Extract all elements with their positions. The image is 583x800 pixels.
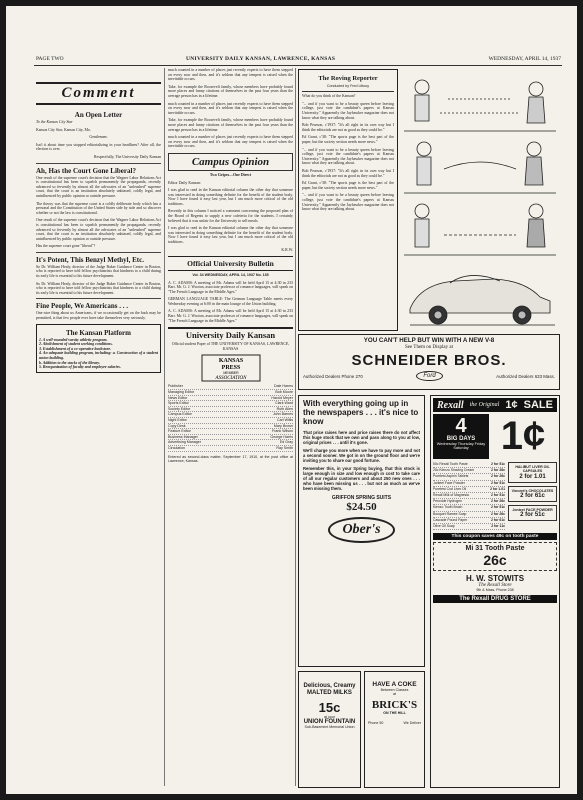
rexall-item-price: 2 for 51c [491, 462, 505, 466]
halibut-title: HALIBUT LIVER OIL CAPSULES [515, 465, 550, 474]
chocolates-price: 2 for 61c [520, 492, 545, 499]
rexall-item-name: Cascade Pound Paper [433, 517, 468, 522]
masthead: UNIVERSITY DAILY KANSAN, LAWRENCE, KANSAS [186, 56, 336, 62]
roving-reporter-box [298, 69, 398, 331]
staff-person: Clark Ward [275, 401, 293, 406]
obers-body: That price raises here and price raises there do not affect this huge stock that we own and pass along to you at low, original prices . . . until it's gone. [303, 430, 420, 445]
mi31-price: 26c [483, 552, 507, 569]
issue-date: WEDNESDAY, APRIL 14, 1937 [488, 56, 561, 62]
rexall-days-word: BIG DAYS [446, 436, 476, 442]
roving-body-7: "... and if you want to be a beauty queen before leaving college, just vote the candidate's papers at Kansas University." Apparently the Jayhawker magazine does not know what they are talking about. [302, 193, 394, 212]
roving-body-6: Ed Grant, c'38: "The sports page is the best part of the paper, but the society section needs more news." [302, 181, 394, 190]
press-association-logo [168, 354, 293, 382]
staff-person: Harold Meyer [271, 395, 293, 400]
newspaper-page [6, 6, 577, 794]
rexall-item-list [433, 462, 505, 530]
rexall-item-price: 2 for 26c [491, 511, 505, 516]
staff-role: Managing Editor [168, 390, 195, 395]
staff-person: Frank Wilson [272, 429, 293, 434]
rexall-slogan: the Original [469, 402, 500, 408]
staff-list [168, 384, 293, 451]
cartoon-illustration [400, 69, 560, 331]
staff-role: Advertising Manager [168, 440, 201, 445]
campus-to: Editor Daily Kansan: [168, 180, 202, 185]
platform-list [39, 338, 158, 370]
obers-body-2: We'll charge you more when we have to pay more and not a second sooner. We got in on the ground floor and we're inviting you to share our good fortune. [303, 448, 420, 463]
bulletin-body: A. C. ADAMS: A meeting of Mr. Adams will be held April 15 at 4:30 in 233 Bart. Mr. G. J. Wooton, associate professor of romance languages, will speak on "The French Language in the Middle Ages." [168, 280, 293, 294]
staff-role: Society Editor [168, 406, 191, 411]
rexall-item-name: Klenzo Tooth Brush [433, 505, 463, 510]
coke-deliver: We Deliver [403, 720, 421, 725]
open-letter-heading: An Open Letter [74, 111, 123, 119]
fine-heading: Fine People, We Americans . . . [36, 302, 129, 311]
bulletin-body-2: GERMAN LANGUAGE TABLE: The German Language Table meets every Wednesday evening at 6:00 in the main lounge of the Union building. [168, 297, 293, 306]
staff-role: Feature Editor [168, 429, 191, 434]
court-body-3: One result of the supreme court's decision that the Wagner Labor Relations Act is constitutional has been to squelch permanently the propaganda, recently advanced so fervently by almost all the advocates of an "unleashed" supreme court, that the court is an institution absolutely unbiased, coldly legal, and uninfluenced by public opinion or outside pressure. [36, 218, 161, 241]
coke-sub: Between Classes [380, 688, 409, 692]
rexall-coupon: This coupon saves 49c on tooth paste [433, 533, 557, 540]
schneider-line2: See Them on Display at [405, 345, 453, 350]
roving-body-4: "... and if you want to be a beauty queen before leaving college, just vote the candidate's papers at Kansas University." Apparently the Jayhawker magazine does not know what they are talking about. [302, 147, 394, 166]
staff-person: Dale Harms [274, 384, 293, 389]
press-bot: ASSOCIATION [215, 376, 246, 382]
staff-person: Mary Brown [273, 423, 293, 428]
campus-opinion-title: Campus Opinion [191, 155, 270, 168]
rexall-sale-num: 1¢ [505, 399, 518, 411]
union-sub: Sub-Basement Memorial Union [304, 725, 355, 730]
rexall-item-price: 2 for 1.01 [490, 486, 505, 491]
rexall-item-price: 2 for 26c [491, 468, 505, 473]
schneider-ad [298, 334, 560, 390]
comment-column [36, 68, 161, 786]
obers-body-3: Remember this, in your Spring buying, that this stock is large enough in size and low enough in cost to take care of all our regular customers and about 250 new ones . . . who have been missing us . . . but not as much as we've been missing them. [303, 466, 420, 491]
schneider-line1: YOU CAN'T HELP BUT WIN WITH A NEW V-8 [363, 337, 495, 344]
rexall-item-price: 2 for 11c [491, 524, 505, 529]
store-address: 9th & Mass. Phone 238 [476, 588, 514, 593]
roving-title: The Roving Reporter [318, 75, 378, 82]
union-title: Delicious, Creamy MALTED MILKS [303, 683, 356, 696]
rexall-item-price: 2 for 61c [491, 517, 505, 522]
roving-body: "... and if you want to be a beauty queen before leaving college, just vote the candidate's papers at Kansas University." Apparently the Jayhawker magazine does not know what they are talking about. [302, 101, 394, 120]
column-rule-2 [295, 68, 296, 786]
platform-item: b. Addition to the stacks of the library. [39, 360, 100, 365]
schneider-right: Authorized Dealers 633 Mass. [496, 373, 555, 379]
rexall-brand: Rexall [437, 399, 464, 411]
staff-person: Ruth Allen [276, 406, 293, 411]
bricks-coke-ad [364, 671, 425, 788]
platform-item: 3. Establishment of a co-operative bookstore. [39, 346, 112, 351]
obers-suits: GRIFFON SPRING SUITS [331, 495, 392, 501]
roving-byline: Conducted by Fred Littooy [326, 84, 370, 88]
press-sub: MEMBER [222, 371, 239, 376]
bulletin-vol: Vol. 34 WEDNESDAY, APRIL 14, 1937 No. 135 [192, 273, 269, 278]
ford-badge-icon: Ford [416, 371, 442, 381]
halibut-price: 2 for 1.01 [519, 473, 546, 480]
kansan-subtitle: Official student Paper of THE UNIVERSITY OF KANSAS, LAWRENCE, KANSAS [171, 342, 290, 351]
campus-body-3: I was glad to read in the Kansan editorial column the other day that someone was interested in doing something definite for the benefit of the student body. Now I have found it easy last year, but I am much more critical of the old traditions. [168, 226, 293, 245]
coke-title: HAVE A COKE [372, 681, 417, 688]
staff-person: Ed Gray [279, 440, 293, 445]
schneider-name: SCHNEIDER BROS. [351, 352, 507, 369]
coke-phone: Phone 50 [368, 720, 384, 725]
staff-role: Publisher [168, 384, 183, 389]
rexall-item-name: Rexall Milk of Magnesia [433, 493, 469, 498]
rexall-item-price: 2 for 51c [491, 493, 505, 498]
rexall-days-num: 4 [455, 415, 467, 437]
staff-role: Campus Editor [168, 412, 192, 417]
staff-role: Sports Editor [168, 401, 189, 406]
union-fountain-ad [298, 671, 361, 788]
coke-at: at [393, 692, 396, 697]
rexall-item-name: Olive Oil Soap [433, 524, 455, 529]
staff-role: Business Manager [168, 434, 198, 439]
roving-body-3: Ed Grant, c'38: "The sports page is the best part of the paper, but the society section needs more news." [302, 135, 394, 145]
middle-top-body: much counted in a number of places just recently experts to have them stepped on every now and then, and it's seldom that any tempest is raised when the inevitable occurs. [168, 68, 293, 82]
rexall-item-name: Bouquet Ramee Soap [433, 511, 467, 516]
middle-top-body-4: Take, for example the Roosevelt family, whose members have probably found more places and funny citations of themselves in the past four years than the average person has in a lifetime. [168, 118, 293, 132]
court-body-2: The theory was that the supreme court is a coldly deliberate body which has a personal and the Constitution of the United States side by side and so discover whether or not the law is constitutional. [36, 201, 161, 215]
staff-role: News Editor [168, 395, 188, 400]
campus-subhead: Two Gripes—One Direct [209, 172, 252, 177]
court-body: One result of the supreme court's decision that the Wagner Labor Relations Act is constitutional has been to squelch permanently the propaganda, recently advanced so fervently by almost all the advocates of an "unleashed" supreme court, that the court is an institution absolutely unbiased, coldly legal, and uninfluenced by public opinion or outside pressure. [36, 175, 161, 198]
rexall-item-name: Puretest Aspirin Tablets [433, 474, 469, 479]
rexall-sale-word: SALE [523, 399, 553, 411]
court-question: Has the supreme court gone "liberal"? [36, 244, 96, 249]
rexall-item-name: Peroxide Hydrogen [433, 499, 463, 504]
letter-signature: Respectfully, The University Daily Kansan [94, 154, 161, 159]
rexall-item-price: 2 for 51c [491, 505, 505, 510]
union-at: at your [324, 715, 335, 719]
store-sub: The Rexall Store [478, 583, 512, 589]
fine-body: One nice thing about us Americans, if we occasionally get on the back may be permitted, is that few people ever have take themselves very seriously. [36, 311, 161, 321]
rexall-item-name: Puretest Cod Liver Oil [433, 486, 467, 491]
staff-person: George Harris [270, 434, 293, 439]
middle-top-body-3: much counted in a number of places just recently experts to have them stepped on every now and then, and it's seldom that any tempest is raised when the inevitable occurs. [168, 101, 293, 115]
platform-item: 4. An adequate building program, including: a. Construction of a student union building. [39, 351, 158, 360]
comment-title: Comment [61, 85, 136, 101]
mailing-note: Entered as second-class matter, September 17, 1910, at the post office at Lawrence, Kansas. [168, 454, 293, 463]
staff-person: John Barnes [272, 412, 293, 417]
obers-ad [298, 395, 425, 667]
staff-role: Circulation [168, 445, 185, 450]
campus-body: I was glad to read in the Kansan editorial column the other day that someone was interested in doing something definite for the benefit of the student body. Now I have found it easy last year, but I am much more critical of the old traditions. [168, 188, 293, 206]
platform-item: 2. Abolishment of student working conditions. [39, 342, 113, 347]
mi31-title: Mi 31 Tooth Paste [465, 545, 525, 553]
staff-role: Night Editor [168, 418, 187, 423]
union-name: UNION FOUNTAIN [303, 719, 356, 726]
press-mid: PRESS [221, 365, 240, 372]
jonteel-title: Jonteel FACE POWDER [512, 507, 553, 512]
letter-to: To the Kansas City Star [36, 120, 73, 124]
rexall-item-price: 2 for 26c [491, 474, 505, 479]
staff-row [168, 446, 293, 452]
platform-item: 5. Reorganization of faculty and employee salaries. [39, 365, 121, 370]
jonteel-price: 2 for 51c [520, 512, 545, 519]
potent-body: So Dr. William Healy, director of the Judge Baker Guidance Center in Boston, who is reported to have told fellow psychiatrists that kindness to a child during its early life is essential to his future development. [36, 264, 161, 279]
staff-person: Bob Moore [275, 390, 293, 395]
union-price: 15c [318, 700, 341, 715]
middle-column [168, 68, 293, 786]
page-label: PAGE TWO [36, 56, 64, 62]
campus-body-2: Recently in this column I noticed a comment concerning the proposed plan of the Board of Regents to supply a new cafeteria for the students. I certainly believed that it was unfair for the University to sell meals. [168, 209, 293, 223]
rexall-item-price: 2 for 51c [491, 480, 505, 485]
rexall-big-cent: 1¢ [500, 414, 546, 458]
coke-store-name: BRICK'S [371, 698, 418, 711]
staff-person: Carl Willis [277, 418, 293, 423]
obers-price: $24.50 [346, 501, 377, 513]
staff-person: Ray Smith [276, 445, 293, 450]
platform-heading: The Kansan Platform [66, 328, 131, 337]
letter-place: Kansas City Star, Kansas City, Mo. [36, 127, 91, 132]
letter-salutation: Gentlemen: [89, 135, 108, 140]
letter-body: Isn't it about time you stopped editorializing in your headlines? After all, the election is over. [36, 142, 161, 152]
middle-top-body-2: Take, for example the Roosevelt family, whose members have probably found more places and funny citations of themselves in the past four years than the average person has in a lifetime. [168, 84, 293, 98]
campus-signature: K.R.W. [281, 247, 293, 252]
obers-headline: With everything going up in the newspapers . . . it's nice to know [303, 399, 419, 426]
kansan-title: University Daily Kansan [185, 330, 276, 341]
potent-body-2: So Dr. William Healy, director of the Judge Baker Guidance Center in Boston, who is reported to have told fellow psychiatrists that kindness to a child during its early life is essential to his future development. [36, 281, 161, 295]
rexall-item [433, 524, 505, 530]
platform-item: 1. A well-rounded varsity athletic program. [39, 337, 108, 342]
rexall-dates: Wednesday Thursday Friday Saturday [436, 442, 486, 451]
press-top: KANSAS [218, 358, 243, 365]
roving-body-5: Bob Pearson, c'1937: "It's all right in its own way but I think the editorials are not as good as they could be." [302, 169, 394, 178]
roving-question: What do you think of the Kansan? [302, 94, 356, 99]
rexall-ad [430, 395, 560, 788]
schneider-left: Authorized Dealers Phone 270 [303, 373, 363, 379]
store-banner: The Rexall DRUG STORE [433, 595, 557, 603]
rexall-item-name: 25c Klenzo Shaving Cream [433, 468, 475, 473]
roving-body-2: Bob Pearson, c'1937: "It's all right in its own way but I think the editorials are not as good as they could be." [302, 123, 394, 132]
column-rule-1 [164, 68, 165, 786]
chocolates-title: Vincent's CHOCOLATES [511, 488, 554, 493]
bulletin-title: Official University Bulletin [187, 259, 274, 269]
header-rule [34, 65, 562, 66]
rexall-item-name: Jonteel Face Powder [433, 480, 465, 485]
bulletin-body-3: A. C. ADAMS: A meeting of Mr. Adams will be held April 15 at 4:30 in 233 Bart. Mr. G. J. Wooton, associate professor of romance languages, will speak on "The French Language in the Middle Ages." [168, 309, 293, 323]
rexall-item-price: 2 for 26c [491, 499, 505, 504]
store-name: H. W. STOWITS [465, 574, 525, 584]
middle-top-body-5: much counted in a number of places just recently experts to have them stepped on every now and then, and it's seldom that any tempest is raised when the inevitable occurs. [168, 135, 293, 149]
court-heading: Ah, Has the Court Gone Liberal? [36, 166, 136, 175]
obers-logo: Ober's [328, 517, 394, 543]
staff-role: Copy Desk [168, 423, 186, 428]
coke-location: ON THE HILL [383, 710, 406, 715]
potent-heading: It's Potent, This Benzyl Methyl, Etc. [36, 255, 144, 264]
rexall-item-name: 50c Rexall Tooth Paste [433, 462, 468, 466]
